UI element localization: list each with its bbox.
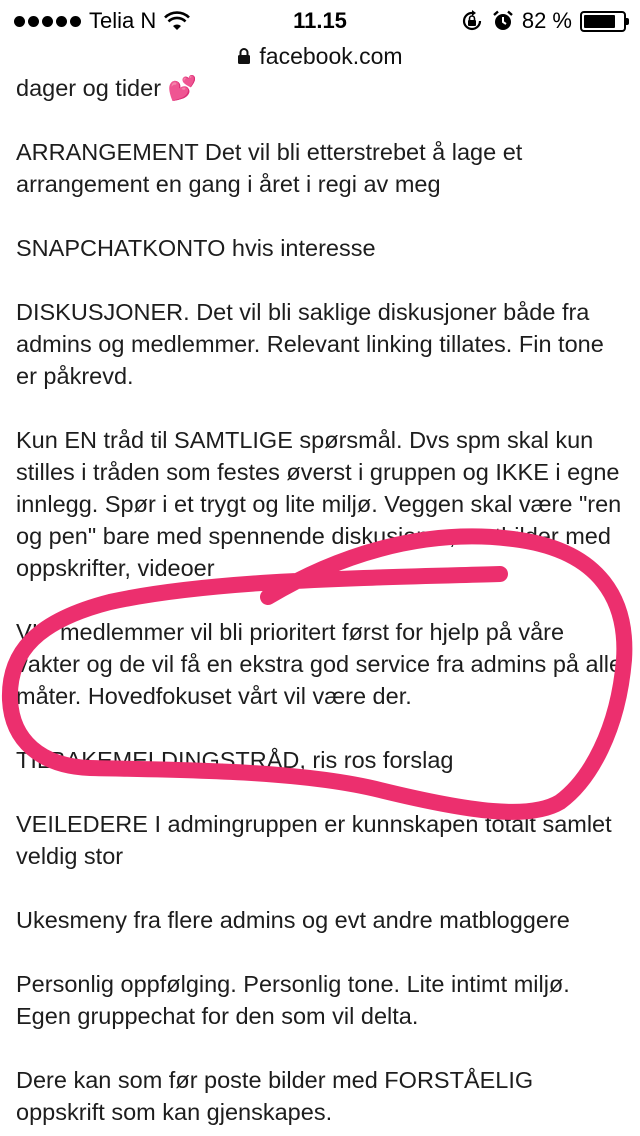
alarm-icon: [492, 10, 514, 32]
paragraph-vip: VIP medlemmer vil bli prioritert først for hjelp på våre vakter og de vil få en ekstra god service fra admins på alle måter. Hovedfokuset vårt vil være der.: [16, 619, 623, 709]
battery-percent: 82 %: [521, 8, 572, 33]
url-domain: facebook.com: [259, 42, 403, 69]
rotation-lock-icon: [460, 9, 484, 33]
paragraph-personlig: Personlig oppfølging. Personlig tone. Lite intimt miljø. Egen gruppechat for den som vil delta.: [16, 971, 570, 1029]
battery-fill: [584, 15, 615, 28]
signal-dots-icon: [14, 16, 81, 27]
post-content: [16, 72, 628, 1136]
status-left: [14, 8, 190, 34]
paragraph-dager: dager og tider 💕: [16, 75, 197, 101]
wifi-icon: [164, 11, 190, 31]
paragraph-poste-bilder: Dere kan som før poste bilder med FORSTÅELIG oppskrift som kan gjenskapes.: [16, 1067, 534, 1125]
paragraph-diskusjoner: DISKUSJONER. Det vil bli saklige diskusjoner både fra admins og medlemmer. Relevant linking tillates. Fin tone er påkrevd.: [16, 299, 604, 389]
paragraph-en-traad: Kun EN tråd til SAMTLIGE spørsmål. Dvs spm skal kun stilles i tråden som festes øverst i gruppen og IKKE i egne innlegg. Spør i et trygt og lite miljø. Veggen skal være "ren og pen" bare med spennende diskusjoner, matbilder med oppskrifter, videoer: [16, 427, 622, 581]
lock-icon: [237, 47, 251, 65]
paragraph-arrangement: ARRANGEMENT Det vil bli etterstrebet å lage et arrangement en gang i året i regi av meg: [16, 139, 523, 197]
status-bar: [0, 0, 640, 42]
status-right: [460, 8, 626, 34]
paragraph-tilbakemelding: TILBAKEMELDINGSTRÅD, ris ros forslag: [16, 747, 454, 773]
paragraph-veiledere: VEILEDERE I admingruppen er kunnskapen totalt samlet veldig stor: [16, 811, 612, 869]
status-time: 11.15: [293, 8, 347, 33]
paragraph-ukesmeny: Ukesmeny fra flere admins og evt andre matbloggere: [16, 907, 570, 933]
url-bar[interactable]: [0, 40, 640, 72]
carrier-name: Telia N: [89, 8, 157, 33]
battery-icon: [580, 11, 626, 32]
paragraph-snapchat: SNAPCHATKONTO hvis interesse: [16, 235, 376, 261]
